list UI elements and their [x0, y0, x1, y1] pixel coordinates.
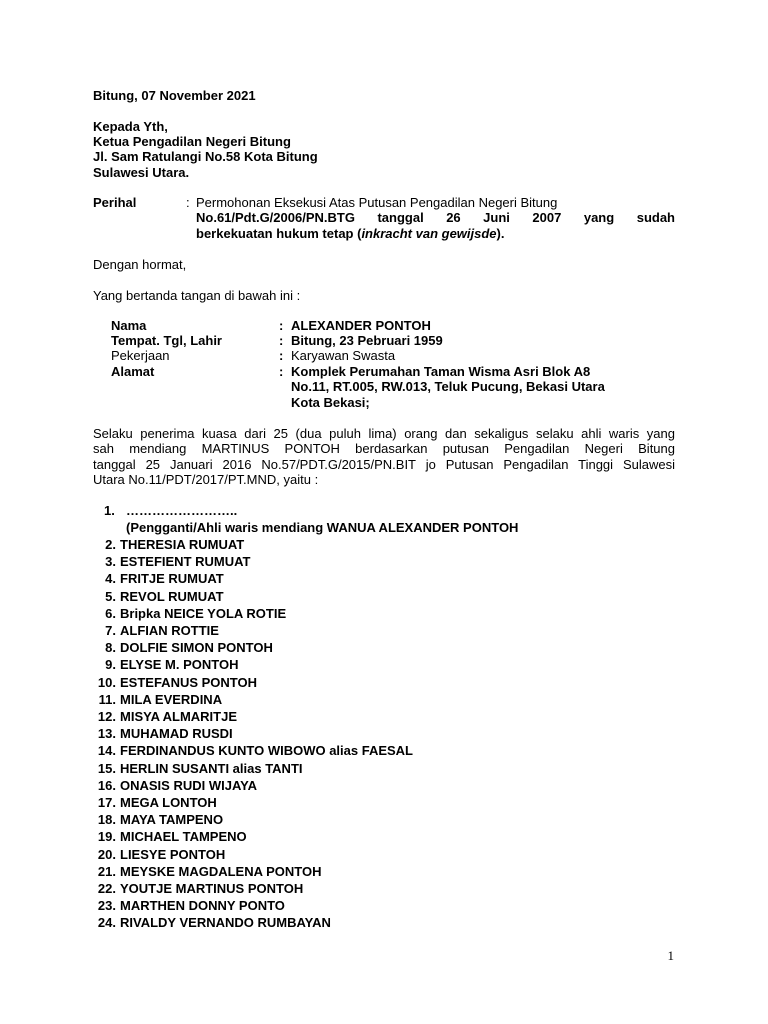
identity-colon-4: : [279, 364, 284, 379]
list-item-name: HERLIN SUSANTI alias TANTI [120, 761, 303, 776]
subject-line-3 [196, 226, 505, 242]
list-item-number: 5. [105, 589, 116, 604]
list-item-name: MICHAEL TAMPENO [120, 829, 247, 844]
body-paragraph-line-4: Utara No.11/PDT/2017/PT.MND, yaitu : [93, 472, 319, 487]
body-paragraph-line-3: tanggal 25 Januari 2016 No.57/PDT.G/2015/PN.BIT jo Putusan Pengadilan Tinggi Sulawesi [93, 457, 675, 472]
list-item-name: FRITJE RUMUAT [120, 571, 224, 586]
list-item-name: MUHAMAD RUSDI [120, 726, 233, 741]
list-item-number: 21. [97, 864, 116, 879]
body-paragraph-line-1: Selaku penerima kuasa dari 25 (dua puluh lima) orang dan sekaligus selaku ahli waris yang [93, 426, 675, 441]
identity-colon-2: : [279, 333, 284, 348]
first-item-note: (Pengganti/Ahli waris mendiang WANUA ALEXANDER PONTOH [126, 520, 519, 535]
recipient-line-1: Kepada Yth, [93, 119, 168, 134]
subject-label: Perihal [93, 195, 137, 210]
identity-birth-value: Bitung, 23 Pebruari 1959 [291, 333, 443, 348]
list-item-name: THERESIA RUMUAT [120, 537, 245, 552]
identity-address-line-1: Komplek Perumahan Taman Wisma Asri Blok A8 [291, 364, 591, 379]
identity-colon-1: : [279, 318, 284, 333]
list-item-name: ELYSE M. PONTOH [120, 657, 239, 672]
list-item-number: 9. [105, 657, 116, 672]
list-item-name: MISYA ALMARITJE [120, 709, 238, 724]
list-item-number: 16. [97, 778, 116, 793]
list-item-number: 22. [97, 881, 116, 896]
list-item-name: ESTEFIENT RUMUAT [120, 554, 251, 569]
recipient-line-4: Sulawesi Utara. [93, 165, 190, 180]
list-item-number: 2. [105, 537, 116, 552]
place-date: Bitung, 07 November 2021 [93, 88, 256, 103]
list-item-name: REVOL RUMUAT [120, 589, 224, 604]
list-item-number: 3. [105, 554, 116, 569]
identity-address-label: Alamat [111, 364, 155, 379]
identity-address-line-3: Kota Bekasi; [291, 395, 370, 410]
list-item-name: LIESYE PONTOH [120, 847, 226, 862]
list-item-name: ESTEFANUS PONTOH [120, 675, 258, 690]
list-item-number: 17. [97, 795, 116, 810]
list-item-name: FERDINANDUS KUNTO WIBOWO alias FAESAL [120, 743, 414, 758]
recipient-line-2: Ketua Pengadilan Negeri Bitung [93, 134, 291, 149]
identity-name-label: Nama [111, 318, 147, 333]
list-item-number: 19. [97, 829, 116, 844]
first-item-number: 1. [104, 503, 115, 518]
list-item-number: 14. [97, 743, 116, 758]
recipient-line-3: Jl. Sam Ratulangi No.58 Kota Bitung [93, 149, 318, 164]
identity-colon-3: : [279, 348, 284, 363]
list-item-name: MILA EVERDINA [120, 692, 223, 707]
list-item-number: 8. [105, 640, 116, 655]
subject-colon: : [186, 195, 190, 210]
list-item-number: 23. [97, 898, 116, 913]
list-item-number: 11. [98, 692, 116, 707]
list-item-number: 6. [105, 606, 116, 621]
subject-line-1: Permohonan Eksekusi Atas Putusan Pengadilan Negeri Bitung [196, 195, 558, 210]
identity-job-label: Pekerjaan [111, 348, 170, 363]
list-item-number: 18. [97, 812, 116, 827]
list-item-number: 24. [97, 915, 116, 930]
identity-birth-label: Tempat. Tgl, Lahir [111, 333, 222, 348]
subject-line-3-pre: berkekuatan hukum tetap ( [196, 226, 362, 241]
list-item-name: RIVALDY VERNANDO RUMBAYAN [120, 915, 331, 930]
list-item-name: ONASIS RUDI WIJAYA [120, 778, 258, 793]
list-item-name: MEGA LONTOH [120, 795, 217, 810]
first-item-dots: …………………….. [126, 503, 238, 518]
subject-line-2: No.61/Pdt.G/2006/PN.BTG tanggal 26 Juni 2007 yang sudah [196, 210, 675, 225]
identity-name-value: ALEXANDER PONTOH [291, 318, 431, 333]
identity-address-line-2: No.11, RT.005, RW.013, Teluk Pucung, Bekasi Utara [291, 379, 605, 394]
list-item-number: 7. [105, 623, 116, 638]
body-paragraph-line-2: sah mendiang MARTINUS PONTOH berdasarkan putusan Pengadilan Negeri Bitung [93, 441, 675, 456]
identity-job-value: Karyawan Swasta [291, 348, 396, 363]
page-number: 1 [667, 948, 674, 963]
subject-line-3-post: ). [496, 226, 505, 241]
list-item-number: 10. [97, 675, 116, 690]
list-item-name: MAYA TAMPENO [120, 812, 224, 827]
list-item-name: ALFIAN ROTTIE [120, 623, 219, 638]
list-item-number: 13. [97, 726, 116, 741]
subject-line-3-italic: inkracht van gewijsde [361, 226, 497, 241]
list-item-number: 20. [97, 847, 116, 862]
list-item-name: Bripka NEICE YOLA ROTIE [120, 606, 287, 621]
list-item-name: DOLFIE SIMON PONTOH [120, 640, 273, 655]
list-item-number: 12. [97, 709, 116, 724]
greeting: Dengan hormat, [93, 257, 187, 272]
intro-text: Yang bertanda tangan di bawah ini : [93, 288, 301, 303]
list-item-name: YOUTJE MARTINUS PONTOH [120, 881, 304, 896]
list-item-name: MARTHEN DONNY PONTO [120, 898, 285, 913]
list-item-number: 15. [97, 761, 116, 776]
list-item-number: 4. [105, 571, 116, 586]
list-item-name: MEYSKE MAGDALENA PONTOH [120, 864, 322, 879]
